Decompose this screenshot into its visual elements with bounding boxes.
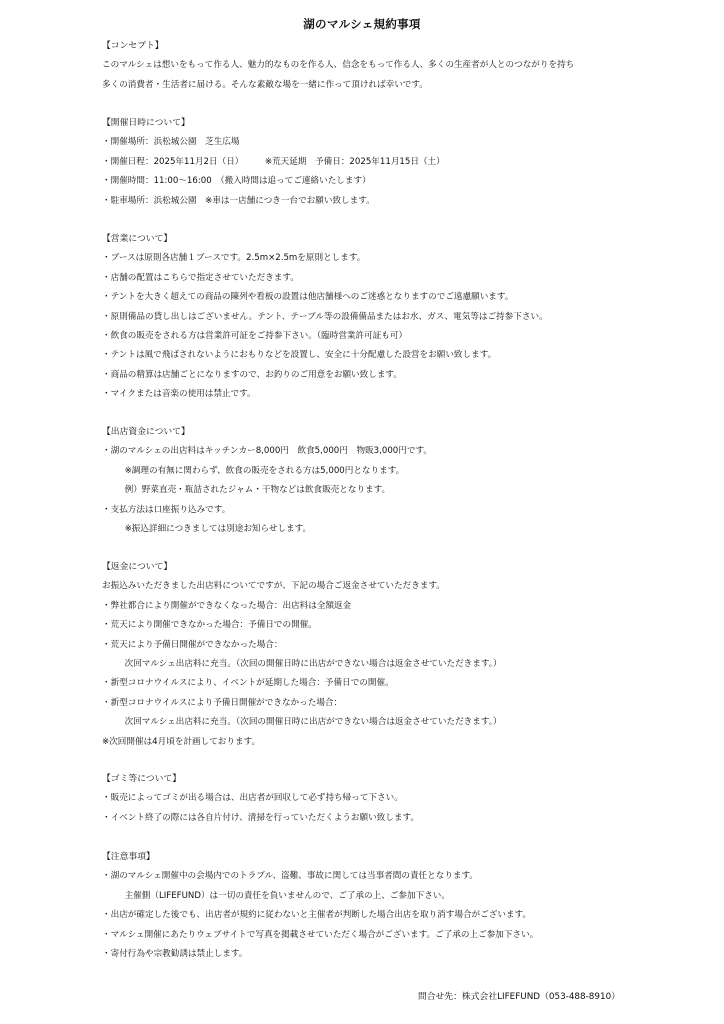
section-concept xyxy=(102,37,662,95)
section-line: ・新型コロナウイルスにより、イベントが延期した場合：予備日での開催。 xyxy=(102,678,394,689)
section-garbage xyxy=(102,770,662,828)
section-line: ・湖のマルシェ開催中の会場内でのトラブル、盗難、事故に関しては当事者間の責任となります。 xyxy=(102,871,479,882)
section-heading: 【コンセプト】 xyxy=(102,41,164,51)
section-line: ・原則備品の貸し出しはございません。テント、テーブル等の設備備品またはお水、ガス、電気等はご持参下さい。 xyxy=(102,311,548,322)
section-line: 例）野菜直売・瓶詰されたジャム・干物などは飲食販売となります。 xyxy=(116,485,391,496)
section-line: 次回マルシェ出店料に充当。（次回の開催日時に出店ができない場合は返金させていただきます。） xyxy=(116,717,502,728)
section-heading: 【開催日時について】 xyxy=(102,118,190,128)
section-line: ・出店が確定した後でも、出店者が規約に従わないと主催者が判断した場合出店を取り消す場合がございます。 xyxy=(102,910,532,921)
section-line: ・テントを大きく超えての商品の陳列や看板の設置は他店舗様へのご迷惑となりますのでご遠慮願います。 xyxy=(102,292,514,303)
section-line: 多くの消費者・生活者に届ける。そんな素敵な場を一緒に作って頂ければ幸いです。 xyxy=(102,79,428,90)
section-line: ・駐車場所：浜松城公園 ※車は一店舗につき一台でお願い致します。 xyxy=(102,195,375,206)
section-line: ・マイクまたは音楽の使用は禁止です。 xyxy=(102,389,256,400)
section-line: ・湖のマルシェの出店料はキッチンカー8,000円 飲食5,000円 物販3,000円です。 xyxy=(102,446,432,457)
section-line: ・マルシェ開催にあたりウェブサイトで写真を掲載させていただく場合がございます。ご了承の上ご参加下さい。 xyxy=(102,929,539,940)
section-line: ・支払方法は口座振り込みです。 xyxy=(102,504,231,515)
section-line: ・店舗の配置はこちらで指定させていただきます。 xyxy=(102,272,299,283)
section-line: ・飲食の販売をされる方は営業許可証をご持参下さい。（臨時営業許可証も可） xyxy=(102,330,408,341)
section-line: ※次回開催は4月頃を計画しております。 xyxy=(102,736,261,747)
section-line: ・開催時間：11:00～16:00 （搬入時間は追ってご連絡いたします） xyxy=(102,176,371,187)
section-line: ・寄付行為や宗教勧誘は禁止します。 xyxy=(102,948,248,959)
section-line: ・開催日程：2025年11月2日（日） ※荒天延期 予備日：2025年11月15日（土） xyxy=(102,156,445,167)
section-line: ・イベント終了の際には各自片付け、清掃を行っていただくようお願い致します。 xyxy=(102,812,419,823)
document-title: 湖のマルシェ規約事項 xyxy=(303,17,421,31)
section-line: ・テントは風で飛ばされないようにおもりなどを設置し、安全に十分配慮した設営をお願い致します。 xyxy=(102,350,497,361)
section-line: ※調理の有無に関わらず、飲食の販売をされる方は5,000円となります。 xyxy=(116,465,405,476)
section-heading: 【営業について】 xyxy=(102,234,173,244)
section-schedule xyxy=(102,114,662,211)
section-line: 次回マルシェ出店料に充当。（次回の開催日時に出店ができない場合は返金させていただきます。） xyxy=(116,658,502,669)
section-line: ・弊社都合により開催ができなくなった場合：出店料は全額返金 xyxy=(102,600,352,611)
section-line: ・ブースは原則各店舗１ブースです。2.5m×2.5mを原則とします。 xyxy=(102,253,366,264)
section-line: ・開催場所：浜松城公園 芝生広場 xyxy=(102,137,240,148)
section-line: ・販売によってゴミが出る場合は、出店者が回収して必ず持ち帰って下さい。 xyxy=(102,793,403,804)
section-line: ・新型コロナウイルスにより予備日開催ができなかった場合： xyxy=(102,697,343,708)
section-line: お振込みいただきました出店料についてですが、下記の場合ご返金させていただきます。 xyxy=(102,581,445,592)
section-notes xyxy=(102,848,662,964)
section-line: ・荒天により開催できなかった場合：予備日での開催。 xyxy=(102,620,317,631)
section-line: ・荒天により予備日開催ができなかった場合： xyxy=(102,639,283,650)
section-refund xyxy=(102,558,662,752)
section-line: ※振込詳細につきましては別途お知らせします。 xyxy=(116,523,312,534)
section-heading: 【注意事項】 xyxy=(102,852,155,862)
section-heading: 【出店資金について】 xyxy=(102,427,190,437)
section-line: ・商品の精算は店舗ごとになりますので、お釣りのご用意をお願い致します。 xyxy=(102,369,402,380)
section-line: 主催側（LIFEFUND）は一切の責任を負いませんので、ご了承の上、ご参加下さい。 xyxy=(116,890,450,901)
section-fees xyxy=(102,423,662,539)
section-heading: 【返金について】 xyxy=(102,562,173,572)
section-operations xyxy=(102,230,662,405)
section-heading: 【ゴミ等について】 xyxy=(102,774,181,784)
section-line: このマルシェは想いをもって作る人、魅力的なものを作る人、信念をもって作る人、多くの生産者が人とのつながりを持ち xyxy=(102,60,575,71)
contact-footer: 問合せ先：株式会社LIFEFUND（053-488-8910） xyxy=(417,992,620,1002)
